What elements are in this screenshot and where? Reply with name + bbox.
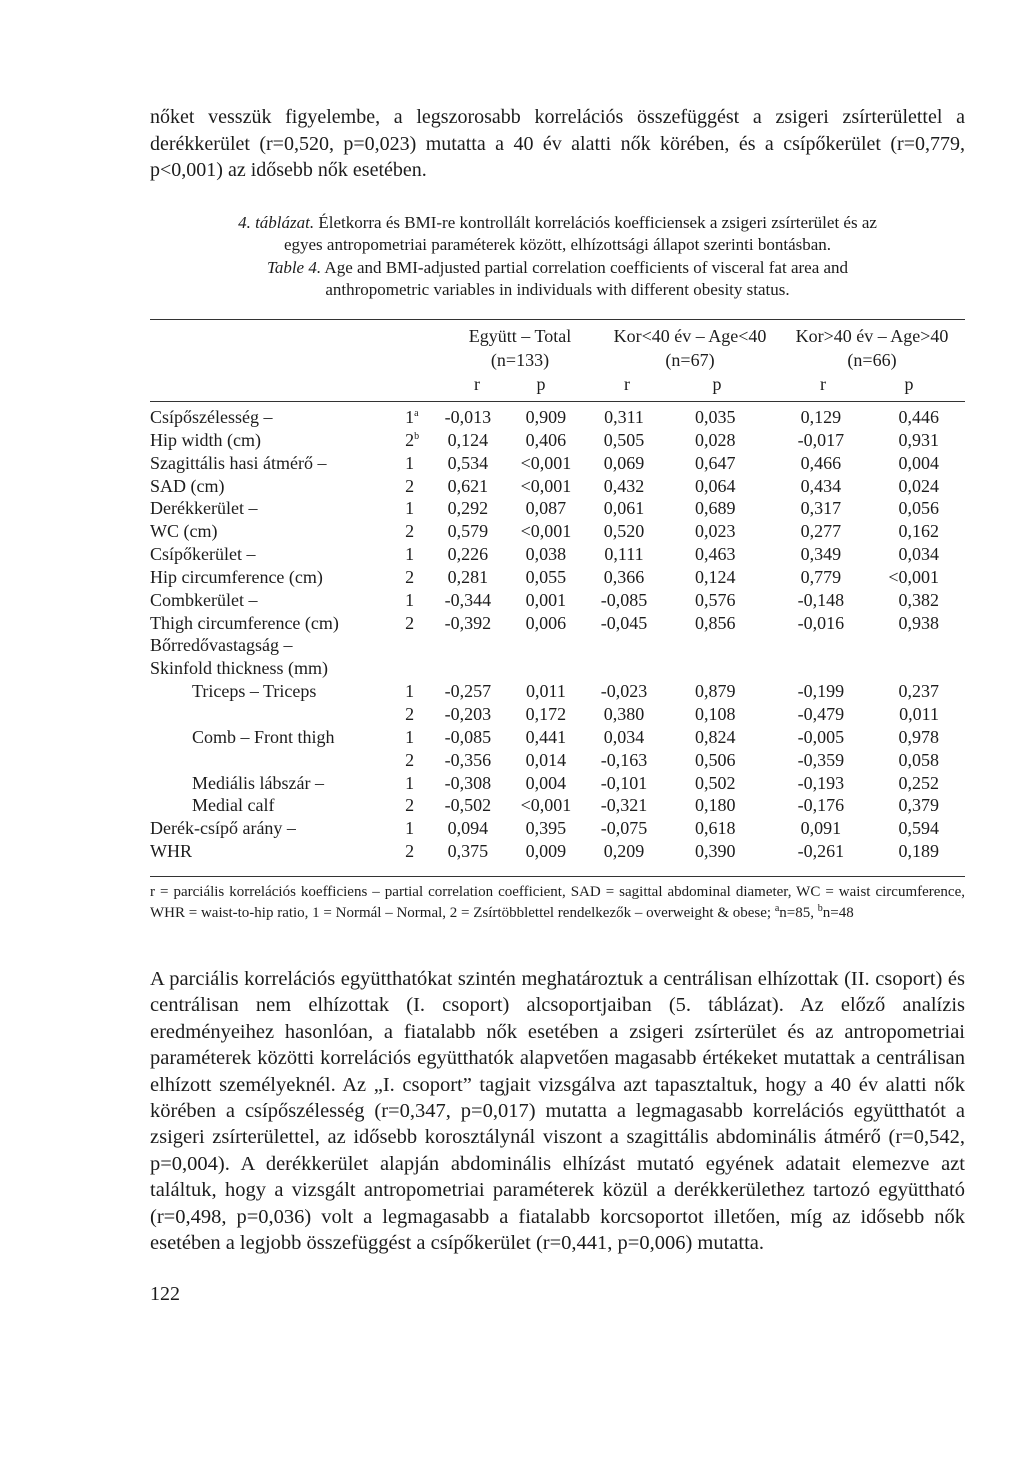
table-cell: -0,344 — [444, 589, 492, 610]
row-label: Skinfold thickness (mm) — [150, 658, 328, 679]
table-cell: 0,064 — [695, 475, 736, 496]
table-cell: 0,647 — [695, 452, 736, 473]
table-cell: -0,203 — [444, 703, 492, 724]
table-header — [0, 324, 1024, 400]
table-cell: 0,004 — [525, 772, 567, 793]
table-cell: 0,038 — [525, 544, 567, 565]
table-cell: <0,001 — [520, 475, 572, 496]
row-label: Comb – Front thigh — [192, 726, 335, 747]
row-group: 2 — [405, 795, 415, 816]
table-cell: -0,023 — [600, 681, 648, 702]
table-cell: 0,028 — [695, 429, 736, 450]
page-number: 122 — [150, 1283, 180, 1305]
table-cell: 0,252 — [898, 772, 939, 793]
table-cell: -0,321 — [600, 795, 648, 816]
row-group: 2 — [405, 521, 415, 542]
table-cell: 0,011 — [899, 703, 939, 724]
table-row — [150, 497, 965, 520]
table-cell: 0,281 — [447, 566, 489, 587]
group-header-total: Együtt – Total — [468, 326, 572, 346]
table-row — [150, 817, 965, 840]
table-row — [150, 794, 965, 817]
table-cell — [771, 634, 870, 657]
table-cell — [589, 657, 659, 680]
table-cell: 0,395 — [525, 818, 567, 839]
table-footnote: r = parciális korrelációs koefficiens – partial correlation coefficient, SAD = sagittal abdominal diameter, WC = waist circumference, WHR = waist-to-hip ratio, 1 = Normál – Normal, 2 = Zsírtöbblettel rendelkezők – overweight & obese; $^a$n=85, $^b$n=48 — [150, 884, 965, 921]
table-cell: 0,277 — [800, 521, 842, 542]
group-header-under40: Kor<40 év – Age<40 — [613, 326, 767, 346]
row-group: 1 — [405, 452, 415, 473]
row-group: 1 — [405, 772, 415, 793]
table-cell — [503, 634, 589, 657]
group-n-total: (n=133) — [490, 350, 550, 370]
row-group: 1 — [405, 726, 415, 747]
table-cell: 0,505 — [603, 429, 645, 450]
row-group: 1 — [405, 544, 415, 565]
table-cell: 0,824 — [695, 726, 736, 747]
row-label: SAD (cm) — [150, 475, 225, 496]
row-group: 2$^b$ — [405, 429, 420, 450]
caption-hu-label: 4. táblázat. — [238, 213, 315, 232]
table-cell: 0,379 — [898, 795, 939, 816]
table-cell: 0,034 — [603, 726, 645, 747]
table-cell: 0,390 — [695, 841, 736, 862]
table-cell: -0,075 — [600, 818, 648, 839]
table-caption — [150, 212, 965, 301]
table-cell: 0,446 — [898, 407, 939, 427]
table-cell: <0,001 — [520, 521, 572, 542]
caption-hu-line2: egyes antropometriai paraméterek között, elhízottsági állapot szerinti bontásban. — [283, 235, 832, 255]
row-group: 2 — [405, 475, 415, 496]
group-n-over40: (n=66) — [847, 350, 897, 370]
table-cell: 0,061 — [603, 498, 645, 519]
table-cell: 0,129 — [800, 407, 842, 427]
table-cell: 0,111 — [604, 544, 644, 565]
row-group: 2 — [405, 703, 415, 724]
table-cell: 0,024 — [898, 475, 939, 496]
table-row — [150, 703, 965, 726]
table-cell: 0,366 — [603, 566, 645, 587]
table-cell: 0,014 — [525, 749, 567, 770]
table-cell: 0,938 — [898, 612, 939, 633]
row-label: Medial calf — [192, 795, 275, 816]
stat-header-r: r — [474, 374, 480, 394]
table-cell: -0,308 — [444, 772, 492, 793]
table-cell: 0,317 — [800, 498, 842, 519]
row-group: 2 — [405, 841, 415, 862]
table-cell: 0,382 — [898, 589, 939, 610]
table-cell: 0,432 — [603, 475, 645, 496]
table-cell: 0,034 — [898, 544, 939, 565]
stat-header-p: p — [712, 374, 722, 394]
table-cell: 0,909 — [525, 407, 567, 427]
table-cell: 0,091 — [800, 818, 842, 839]
table-cell: 0,056 — [898, 498, 939, 519]
table-cell: 0,618 — [695, 818, 736, 839]
table-cell: 0,931 — [898, 429, 939, 450]
row-group: 1 — [405, 818, 415, 839]
table-cell: 0,124 — [447, 429, 489, 450]
row-label: Thigh circumference (cm) — [150, 612, 339, 633]
table-cell: 0,006 — [525, 612, 567, 633]
table-cell: -0,359 — [797, 749, 845, 770]
table-cell: 0,094 — [447, 818, 489, 839]
table-cell: 0,069 — [603, 452, 645, 473]
table-cell: 0,162 — [898, 521, 939, 542]
table-row — [150, 452, 965, 475]
table-cell: -0,356 — [444, 749, 492, 770]
table-row — [150, 520, 965, 543]
correlation-table — [150, 406, 965, 863]
table-row — [150, 749, 965, 772]
table-cell: 0,579 — [447, 521, 489, 542]
table-row — [150, 680, 965, 703]
table-cell: -0,101 — [600, 772, 648, 793]
table-cell — [659, 657, 771, 680]
table-cell: 0,001 — [525, 589, 567, 610]
table-row — [150, 566, 965, 589]
table-cell: -0,085 — [444, 726, 492, 747]
table-row — [150, 772, 965, 795]
table-cell: 0,011 — [526, 681, 566, 702]
table-cell: 0,406 — [525, 429, 567, 450]
stat-header-p: p — [536, 374, 546, 394]
table-cell: 0,087 — [525, 498, 567, 519]
table-cell: 0,879 — [695, 681, 736, 702]
table-cell: 0,292 — [447, 498, 489, 519]
table-cell: 0,009 — [525, 841, 567, 862]
table-cell: 0,856 — [695, 612, 736, 633]
table-cell: 0,375 — [447, 841, 489, 862]
row-group — [405, 634, 432, 657]
table-cell: 0,689 — [695, 498, 736, 519]
table-cell: -0,163 — [600, 749, 648, 770]
body-paragraph: A parciális korrelációs együtthatókat szintén meghatároztuk a centrálisan elhízottak (II. csoport) és centrálisan nem elhízottak (I. csoport) alcsoportjaiban (5. táblázat). Az előző analízis eredményeihez hasonlóan, a fiatalabb nők esetében a zsigeri zsírterület és az antropometriai paraméterek közötti korrelációs együtthatók alapvetően magasabb értékeket mutattak a centrálisan elhízott személyeknél. Az „I. csoport” tagjait vizsgálva azt tapasztaltuk, hogy a 40 év alatti nők körében a csípőszélesség (r=0,347, p=0,017) mutatta a legmagasabb korrelációs együtthatót a zsigeri zsírterülettel, az idősebb korosztálynál viszont a szagittális abdominális átmérő (r=0,542, p=0,004). A derékkerület alapján abdominális elhízást mutató egyének adatait elemezve azt találtuk, hogy a vizsgált antropometriai paraméterek közül a derékkerülethez tartozó együttható (r=0,498, p=0,036) volt a legmagasabb a fiatalabb korcsoportot illetően, míg az idősebb nők esetében a legjobb összefüggést a csípőkerület (r=0,441, p=0,006) mutatta. — [150, 968, 965, 1255]
table-cell: 0,534 — [447, 452, 489, 473]
row-group: 2 — [405, 566, 415, 587]
table-header-rule — [150, 401, 965, 402]
table-row — [150, 657, 965, 680]
table-cell — [433, 657, 503, 680]
stat-header-p: p — [904, 374, 914, 394]
table-cell: 0,180 — [695, 795, 736, 816]
row-label: WHR — [150, 841, 192, 862]
table-cell: -0,045 — [600, 612, 648, 633]
caption-en-line2: anthropometric variables in individuals with different obesity status. — [325, 279, 790, 299]
row-label: Hip width (cm) — [150, 429, 261, 450]
table-cell: 0,502 — [695, 772, 736, 793]
row-group: 1$^a$ — [405, 407, 419, 427]
table-cell: -0,193 — [797, 772, 845, 793]
caption-en-line1: Table 4. Age and BMI-adjusted partial correlation coefficients of visceral fat area and — [266, 257, 849, 277]
table-cell — [433, 634, 503, 657]
row-group: 1 — [405, 589, 415, 610]
table-row — [150, 589, 965, 612]
row-group: 1 — [405, 681, 415, 702]
table-cell: 0,621 — [447, 475, 489, 496]
row-label: Combkerület – — [150, 589, 258, 610]
row-label — [150, 749, 405, 772]
table-cell: 0,124 — [695, 566, 736, 587]
table-row — [150, 612, 965, 635]
table-cell: -0,017 — [797, 429, 845, 450]
table-cell: 0,311 — [604, 407, 644, 427]
table-cell: <0,001 — [888, 566, 939, 587]
table-cell: 0,463 — [695, 544, 736, 565]
table-cell: 0,594 — [898, 818, 939, 839]
table-cell: -0,013 — [444, 407, 492, 427]
row-label: Derék-csípő arány – — [150, 818, 296, 839]
table-row — [150, 475, 965, 498]
table-cell: <0,001 — [520, 795, 572, 816]
table-cell: -0,176 — [797, 795, 845, 816]
row-label: Bőrredővastagság – — [150, 635, 293, 656]
row-group: 2 — [405, 612, 415, 633]
row-label: Mediális lábszár – — [192, 772, 324, 793]
row-group: 1 — [405, 498, 415, 519]
row-label: Szagittális hasi átmérő – — [150, 452, 327, 473]
table-cell: 0,023 — [695, 521, 736, 542]
table-cell — [503, 657, 589, 680]
row-label: WC (cm) — [150, 521, 218, 542]
table-cell: -0,085 — [600, 589, 648, 610]
table-cell: -0,199 — [797, 681, 845, 702]
row-label: Triceps – Triceps — [192, 681, 317, 702]
table-cell — [870, 634, 965, 657]
table-cell: 0,189 — [898, 841, 939, 862]
table-cell: 0,576 — [695, 589, 736, 610]
table-cell: 0,055 — [525, 566, 567, 587]
table-cell: <0,001 — [520, 452, 572, 473]
row-label: Csípőkerület – — [150, 544, 256, 565]
table-cell: 0,441 — [525, 726, 567, 747]
row-group: 2 — [405, 749, 415, 770]
table-cell: 0,226 — [447, 544, 489, 565]
table-cell: -0,392 — [444, 612, 492, 633]
caption-en-label: Table 4. — [266, 257, 322, 277]
caption-hu-line1: 4. táblázat. Életkorra és BMI-re kontrollált korrelációs koefficiensek a zsigeri zsírterület és az — [238, 213, 877, 232]
row-label: Hip circumference (cm) — [150, 566, 323, 587]
row-group — [405, 657, 432, 680]
table-cell: 0,466 — [800, 452, 842, 473]
table-row — [150, 429, 965, 452]
table-cell: -0,016 — [797, 612, 845, 633]
table-cell: 0,035 — [695, 407, 736, 427]
table-cell: 0,172 — [525, 703, 567, 724]
table-cell: 0,380 — [603, 703, 645, 724]
table-cell: -0,148 — [797, 589, 845, 610]
table-cell: 0,349 — [800, 544, 842, 565]
stat-header-r: r — [624, 374, 630, 394]
table-row — [150, 726, 965, 749]
table-cell: -0,479 — [797, 703, 845, 724]
group-header-over40: Kor>40 év – Age>40 — [795, 326, 949, 346]
table-cell — [659, 634, 771, 657]
table-cell: -0,257 — [444, 681, 492, 702]
row-label: Derékkerület – — [150, 498, 258, 519]
stat-header-r: r — [820, 374, 826, 394]
table-cell: -0,005 — [797, 726, 845, 747]
table-cell: 0,434 — [800, 475, 842, 496]
table-bottom-rule — [150, 876, 965, 877]
intro-paragraph: nőket vesszük figyelembe, a legszorosabb korrelációs összefüggést a zsigeri zsírterülettel a derékkerület (r=0,520, p=0,023) mutatta a 40 év alatti nők körében, és a csípőkerület (r=0,779, p<0,001) az idősebb nők esetében. — [150, 106, 965, 181]
table-cell: 0,237 — [898, 681, 939, 702]
table-cell: 0,058 — [898, 749, 939, 770]
table-row — [150, 840, 965, 863]
row-label: Csípőszélesség – — [150, 407, 273, 427]
table-cell: -0,261 — [797, 841, 845, 862]
table-cell: 0,506 — [695, 749, 736, 770]
table-cell — [771, 657, 870, 680]
table-cell: 0,520 — [603, 521, 645, 542]
table-row — [150, 634, 965, 657]
row-label — [150, 703, 405, 726]
table-cell: 0,779 — [800, 566, 842, 587]
table-cell — [870, 657, 965, 680]
table-cell: 0,108 — [695, 703, 736, 724]
table-top-rule — [150, 319, 965, 320]
group-n-under40: (n=67) — [665, 350, 715, 370]
table-cell: 0,004 — [898, 452, 939, 473]
table-row — [150, 406, 965, 429]
table-cell — [589, 634, 659, 657]
table-cell: -0,502 — [444, 795, 492, 816]
table-cell: 0,209 — [603, 841, 645, 862]
table-cell: 0,978 — [898, 726, 939, 747]
table-row — [150, 543, 965, 566]
